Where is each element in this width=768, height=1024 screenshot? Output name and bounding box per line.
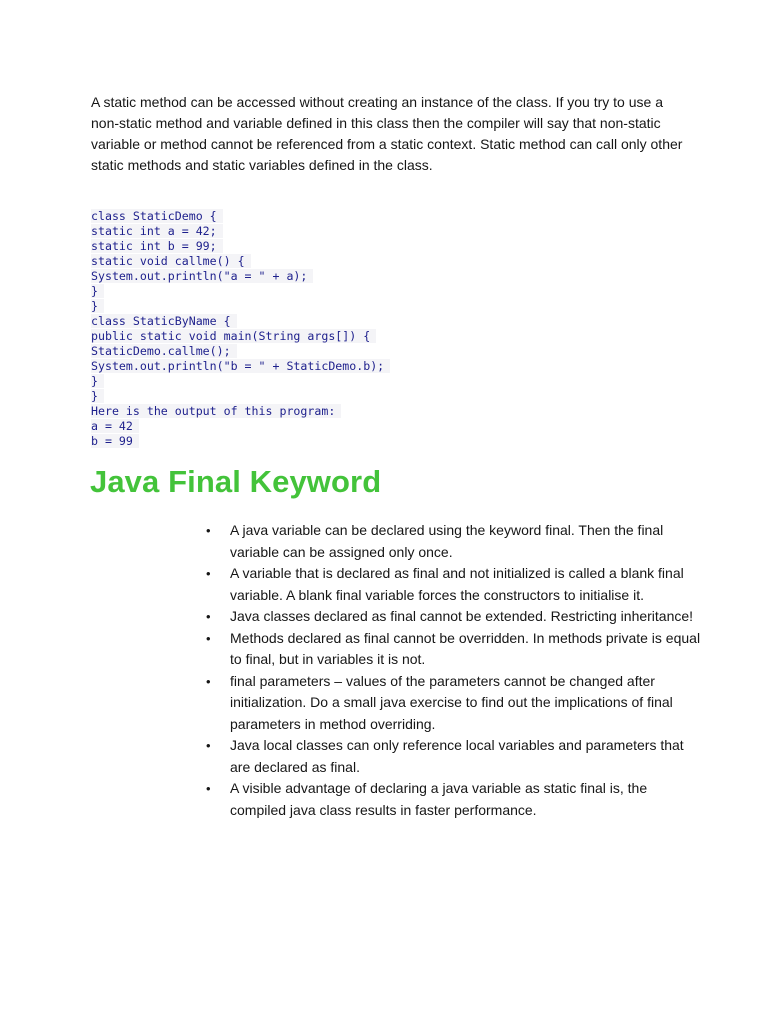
list-item: [204, 606, 704, 628]
code-line: static void callme() {: [91, 254, 390, 269]
bullet-icon: •: [206, 630, 211, 646]
bullet-list: [204, 520, 704, 821]
list-item: [204, 628, 704, 671]
code-line: class StaticByName {: [91, 314, 390, 329]
code-line: System.out.println("a = " + a);: [91, 269, 390, 284]
list-item-text: Methods declared as final cannot be overridden. In methods private is equal to final, but in variables it is not.: [230, 629, 701, 667]
code-line: public static void main(String args[]) {: [91, 329, 390, 344]
code-line: System.out.println("b = " + StaticDemo.b);: [91, 359, 390, 374]
list-item-text: Java local classes can only reference local variables and parameters that are declared as final.: [230, 737, 684, 775]
list-item: [204, 671, 704, 736]
code-line: Here is the output of this program:: [91, 404, 390, 419]
list-item: [204, 778, 704, 821]
bullet-icon: •: [206, 781, 211, 796]
code-line: a = 42: [91, 419, 390, 434]
code-line: }: [91, 374, 390, 389]
bullet-icon: •: [206, 609, 211, 624]
bullet-icon: •: [206, 523, 211, 538]
code-line: }: [91, 299, 390, 314]
section-heading: Java Final Keyword: [90, 464, 382, 499]
bullet-icon: •: [206, 566, 211, 581]
list-item: [204, 520, 704, 563]
code-line: }: [91, 284, 390, 299]
code-line: StaticDemo.callme();: [91, 344, 390, 359]
code-line: static int a = 42;: [91, 224, 390, 239]
list-item: [204, 563, 704, 606]
list-item: [204, 735, 704, 778]
list-item-text: A java variable can be declared using the keyword final. Then the final variable can be assigned only once.: [230, 522, 664, 560]
code-line: }: [91, 389, 390, 404]
bullet-icon: •: [206, 673, 211, 689]
list-item-text: Java classes declared as final cannot be extended. Restricting inheritance!: [230, 608, 694, 624]
list-item-text: final parameters – values of the parameters cannot be changed after initialization. Do a small java exercise to find out the implications of final parameters in method overriding.: [230, 672, 673, 732]
intro-paragraph: A static method can be accessed without creating an instance of the class. If you try to use a non-static method and variable defined in this class then the compiler will say that non-static variable or method cannot be referenced from a static context. Static method can call only other static methods and static variables defined in the class.: [91, 94, 683, 173]
bullet-icon: •: [206, 738, 211, 753]
list-item-text: A variable that is declared as final and not initialized is called a blank final variable. A blank final variable forces the constructors to initialise it.: [230, 565, 684, 603]
code-line: b = 99: [91, 434, 390, 449]
code-line: class StaticDemo {: [91, 209, 390, 224]
list-item-text: A visible advantage of declaring a java variable as static final is, the compiled java class results in faster performance.: [230, 780, 648, 818]
code-line: static int b = 99;: [91, 239, 390, 254]
code-block: [91, 209, 390, 449]
